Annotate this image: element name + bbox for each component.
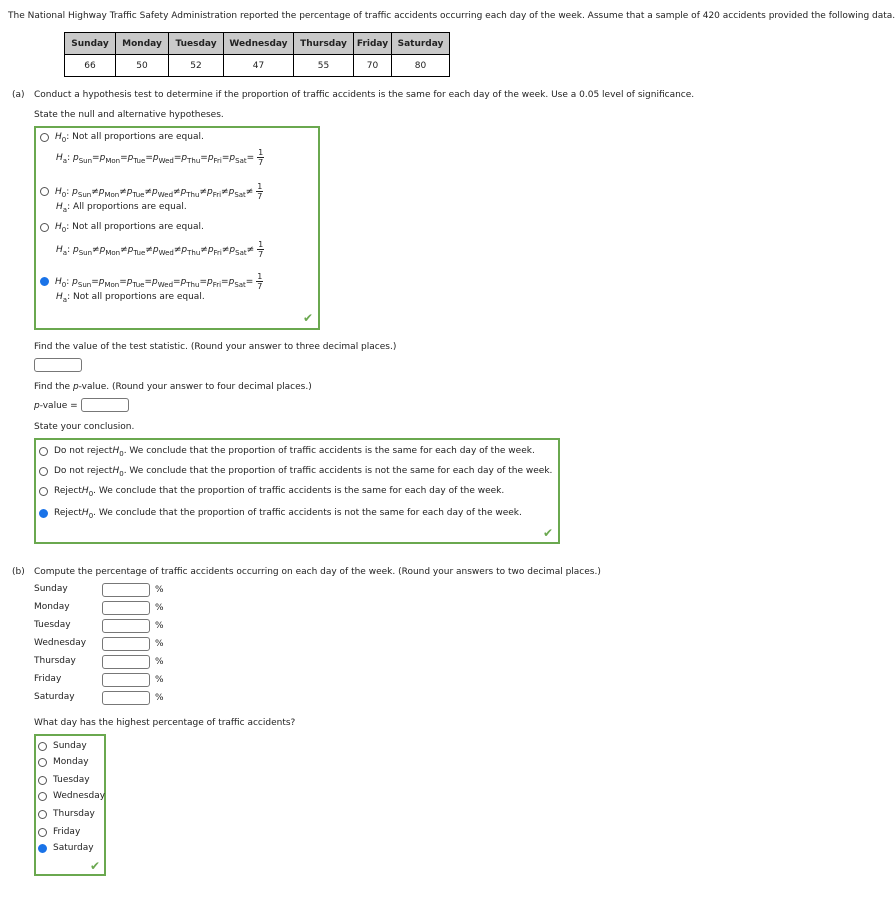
hypotheses-prompt: State the null and alternative hypotheses. (34, 110, 224, 120)
table-cell: 50 (116, 55, 169, 77)
percentage-input-friday[interactable] (102, 673, 150, 687)
radio-button[interactable] (40, 133, 49, 142)
conclusion-option-1[interactable]: Do not reject H 0 . We conclude that the proportion of traffic accidents is the same for each day of the week. (39, 446, 535, 456)
percentage-input-tuesday[interactable] (102, 619, 150, 633)
fraction-one-seventh: $\frac{1}{7}$ (258, 148, 264, 167)
highest-day-prompt: What day has the highest percentage of traffic accidents? (34, 718, 296, 728)
conclusion-option-3[interactable]: Reject H 0 . We conclude that the proportion of traffic accidents is the same for each day of the week. (39, 486, 504, 496)
pvalue-prompt: Find the p-value. (Round your answer to four decimal places.) (34, 382, 312, 392)
day-label: Saturday (34, 692, 75, 702)
test-stat-prompt: Find the value of the test statistic. (Round your answer to three decimal places.) (34, 342, 397, 352)
radio-button[interactable] (38, 792, 47, 801)
fraction-one-seventh: $\frac{1}{7}$ (257, 182, 263, 201)
table-header: Sunday (65, 33, 116, 55)
radio-button[interactable] (40, 187, 49, 196)
table-cell: 70 (354, 55, 392, 77)
day-label: Thursday (34, 656, 76, 666)
day-option-thursday[interactable]: Thursday (38, 809, 95, 819)
radio-button-selected[interactable] (39, 509, 48, 518)
table-header: Thursday (294, 33, 354, 55)
fraction-one-seventh: $\frac{1}{7}$ (258, 240, 264, 259)
percent-sign: % (155, 621, 164, 631)
day-label: Wednesday (34, 638, 87, 648)
part-a-text: Conduct a hypothesis test to determine if the proportion of traffic accidents is the same for each day of the week. Use a 0.05 level of significance. (34, 90, 695, 100)
day-label: Sunday (34, 584, 68, 594)
day-label: Tuesday (34, 620, 71, 630)
colon: : (66, 132, 70, 142)
correct-check-icon: ✔ (543, 526, 554, 540)
correct-check-icon: ✔ (90, 859, 101, 873)
day-option-friday[interactable]: Friday (38, 827, 80, 837)
day-label: Friday (34, 674, 62, 684)
hypothesis-option-3[interactable]: H 0 : Not all proportions are equal. (40, 222, 204, 232)
hypothesis-option-2-ha: H a : All proportions are equal. (56, 202, 187, 214)
highest-day-options-box (34, 734, 106, 876)
hypothesis-option-4[interactable]: H 0 : p Sun = p Mon = p Tue = p Wed = p Thu = p Fri = p Sat = $\frac{1}{7}$ (40, 272, 263, 291)
table-header: Wednesday (224, 33, 294, 55)
table-cell: 55 (294, 55, 354, 77)
radio-button[interactable] (38, 776, 47, 785)
intro-text: The National Highway Traffic Safety Administration reported the percentage of traffic accidents occurring each day of the week. Assume that a sample of 420 accidents provided the following data. (8, 11, 896, 21)
percent-sign: % (155, 693, 164, 703)
radio-button[interactable] (39, 447, 48, 456)
conclusion-option-4[interactable]: Reject H 0 . We conclude that the proportion of traffic accidents is not the same for each day of the week. (39, 508, 522, 518)
accident-data-table (64, 32, 450, 77)
hypothesis-option-3-ha: H a : p Sun ≠ p Mon ≠ p Tue ≠ p Wed ≠ p Thu ≠ p Fri ≠ p Sat ≠ $\frac{1}{7}$ (56, 240, 264, 259)
percentage-input-thursday[interactable] (102, 655, 150, 669)
table-header: Tuesday (169, 33, 224, 55)
conclusion-prompt: State your conclusion. (34, 422, 135, 432)
percent-sign: % (155, 675, 164, 685)
percent-sign: % (155, 657, 164, 667)
fraction-one-seventh: $\frac{1}{7}$ (257, 272, 263, 291)
table-header: Friday (354, 33, 392, 55)
day-option-monday[interactable]: Monday (38, 757, 89, 767)
table-header: Monday (116, 33, 169, 55)
radio-button[interactable] (38, 742, 47, 751)
radio-button[interactable] (40, 223, 49, 232)
part-b-text: Compute the percentage of traffic accidents occurring on each day of the week. (Round your answers to two decimal places.) (34, 567, 601, 577)
h0-symbol: H (55, 132, 62, 142)
correct-check-icon: ✔ (303, 311, 314, 325)
table-cell: 66 (65, 55, 116, 77)
day-option-saturday[interactable]: Saturday (38, 843, 94, 853)
radio-button[interactable] (38, 758, 47, 767)
radio-button-selected[interactable] (40, 277, 49, 286)
pvalue-label: p-value = (34, 401, 78, 411)
day-option-tuesday[interactable]: Tuesday (38, 775, 90, 785)
table-header: Saturday (392, 33, 450, 55)
percentage-input-monday[interactable] (102, 601, 150, 615)
h0-subscript: 0 (61, 136, 67, 144)
part-a-label: (a) (12, 90, 25, 100)
percent-sign: % (155, 603, 164, 613)
part-b-label: (b) (12, 567, 25, 577)
radio-button-selected[interactable] (38, 844, 47, 853)
hypothesis-option-1[interactable] (40, 132, 204, 142)
percentage-input-sunday[interactable] (102, 583, 150, 597)
table-cell: 80 (392, 55, 450, 77)
table-cell: 52 (169, 55, 224, 77)
hypothesis-option-2[interactable]: H 0 : p Sun ≠ p Mon ≠ p Tue ≠ p Wed ≠ p Thu ≠ p Fri ≠ p Sat ≠ $\frac{1}{7}$ (40, 182, 263, 201)
percentage-input-saturday[interactable] (102, 691, 150, 705)
table-cell: 47 (224, 55, 294, 77)
percent-sign: % (155, 585, 164, 595)
radio-button[interactable] (38, 810, 47, 819)
hypotheses-options-box (34, 126, 320, 330)
radio-button[interactable] (38, 828, 47, 837)
pvalue-input[interactable] (81, 398, 129, 412)
conclusion-options-box (34, 438, 560, 544)
day-option-sunday[interactable]: Sunday (38, 741, 87, 751)
day-option-wednesday[interactable]: Wednesday (38, 791, 105, 801)
radio-button[interactable] (39, 487, 48, 496)
radio-button[interactable] (39, 467, 48, 476)
test-statistic-input[interactable] (34, 358, 82, 372)
hypothesis-text: Not all proportions are equal. (72, 132, 204, 142)
conclusion-option-2[interactable]: Do not reject H 0 . We conclude that the proportion of traffic accidents is not the same for each day of the week. (39, 466, 552, 476)
hypothesis-option-1-ha: H a : p Sun = p Mon = p Tue = p Wed = p Thu = p Fri = p Sat = $\frac{1}{7}$ (56, 148, 264, 167)
percent-sign: % (155, 639, 164, 649)
hypothesis-option-4-ha: H a : Not all proportions are equal. (56, 292, 205, 304)
percentage-input-wednesday[interactable] (102, 637, 150, 651)
day-label: Monday (34, 602, 70, 612)
